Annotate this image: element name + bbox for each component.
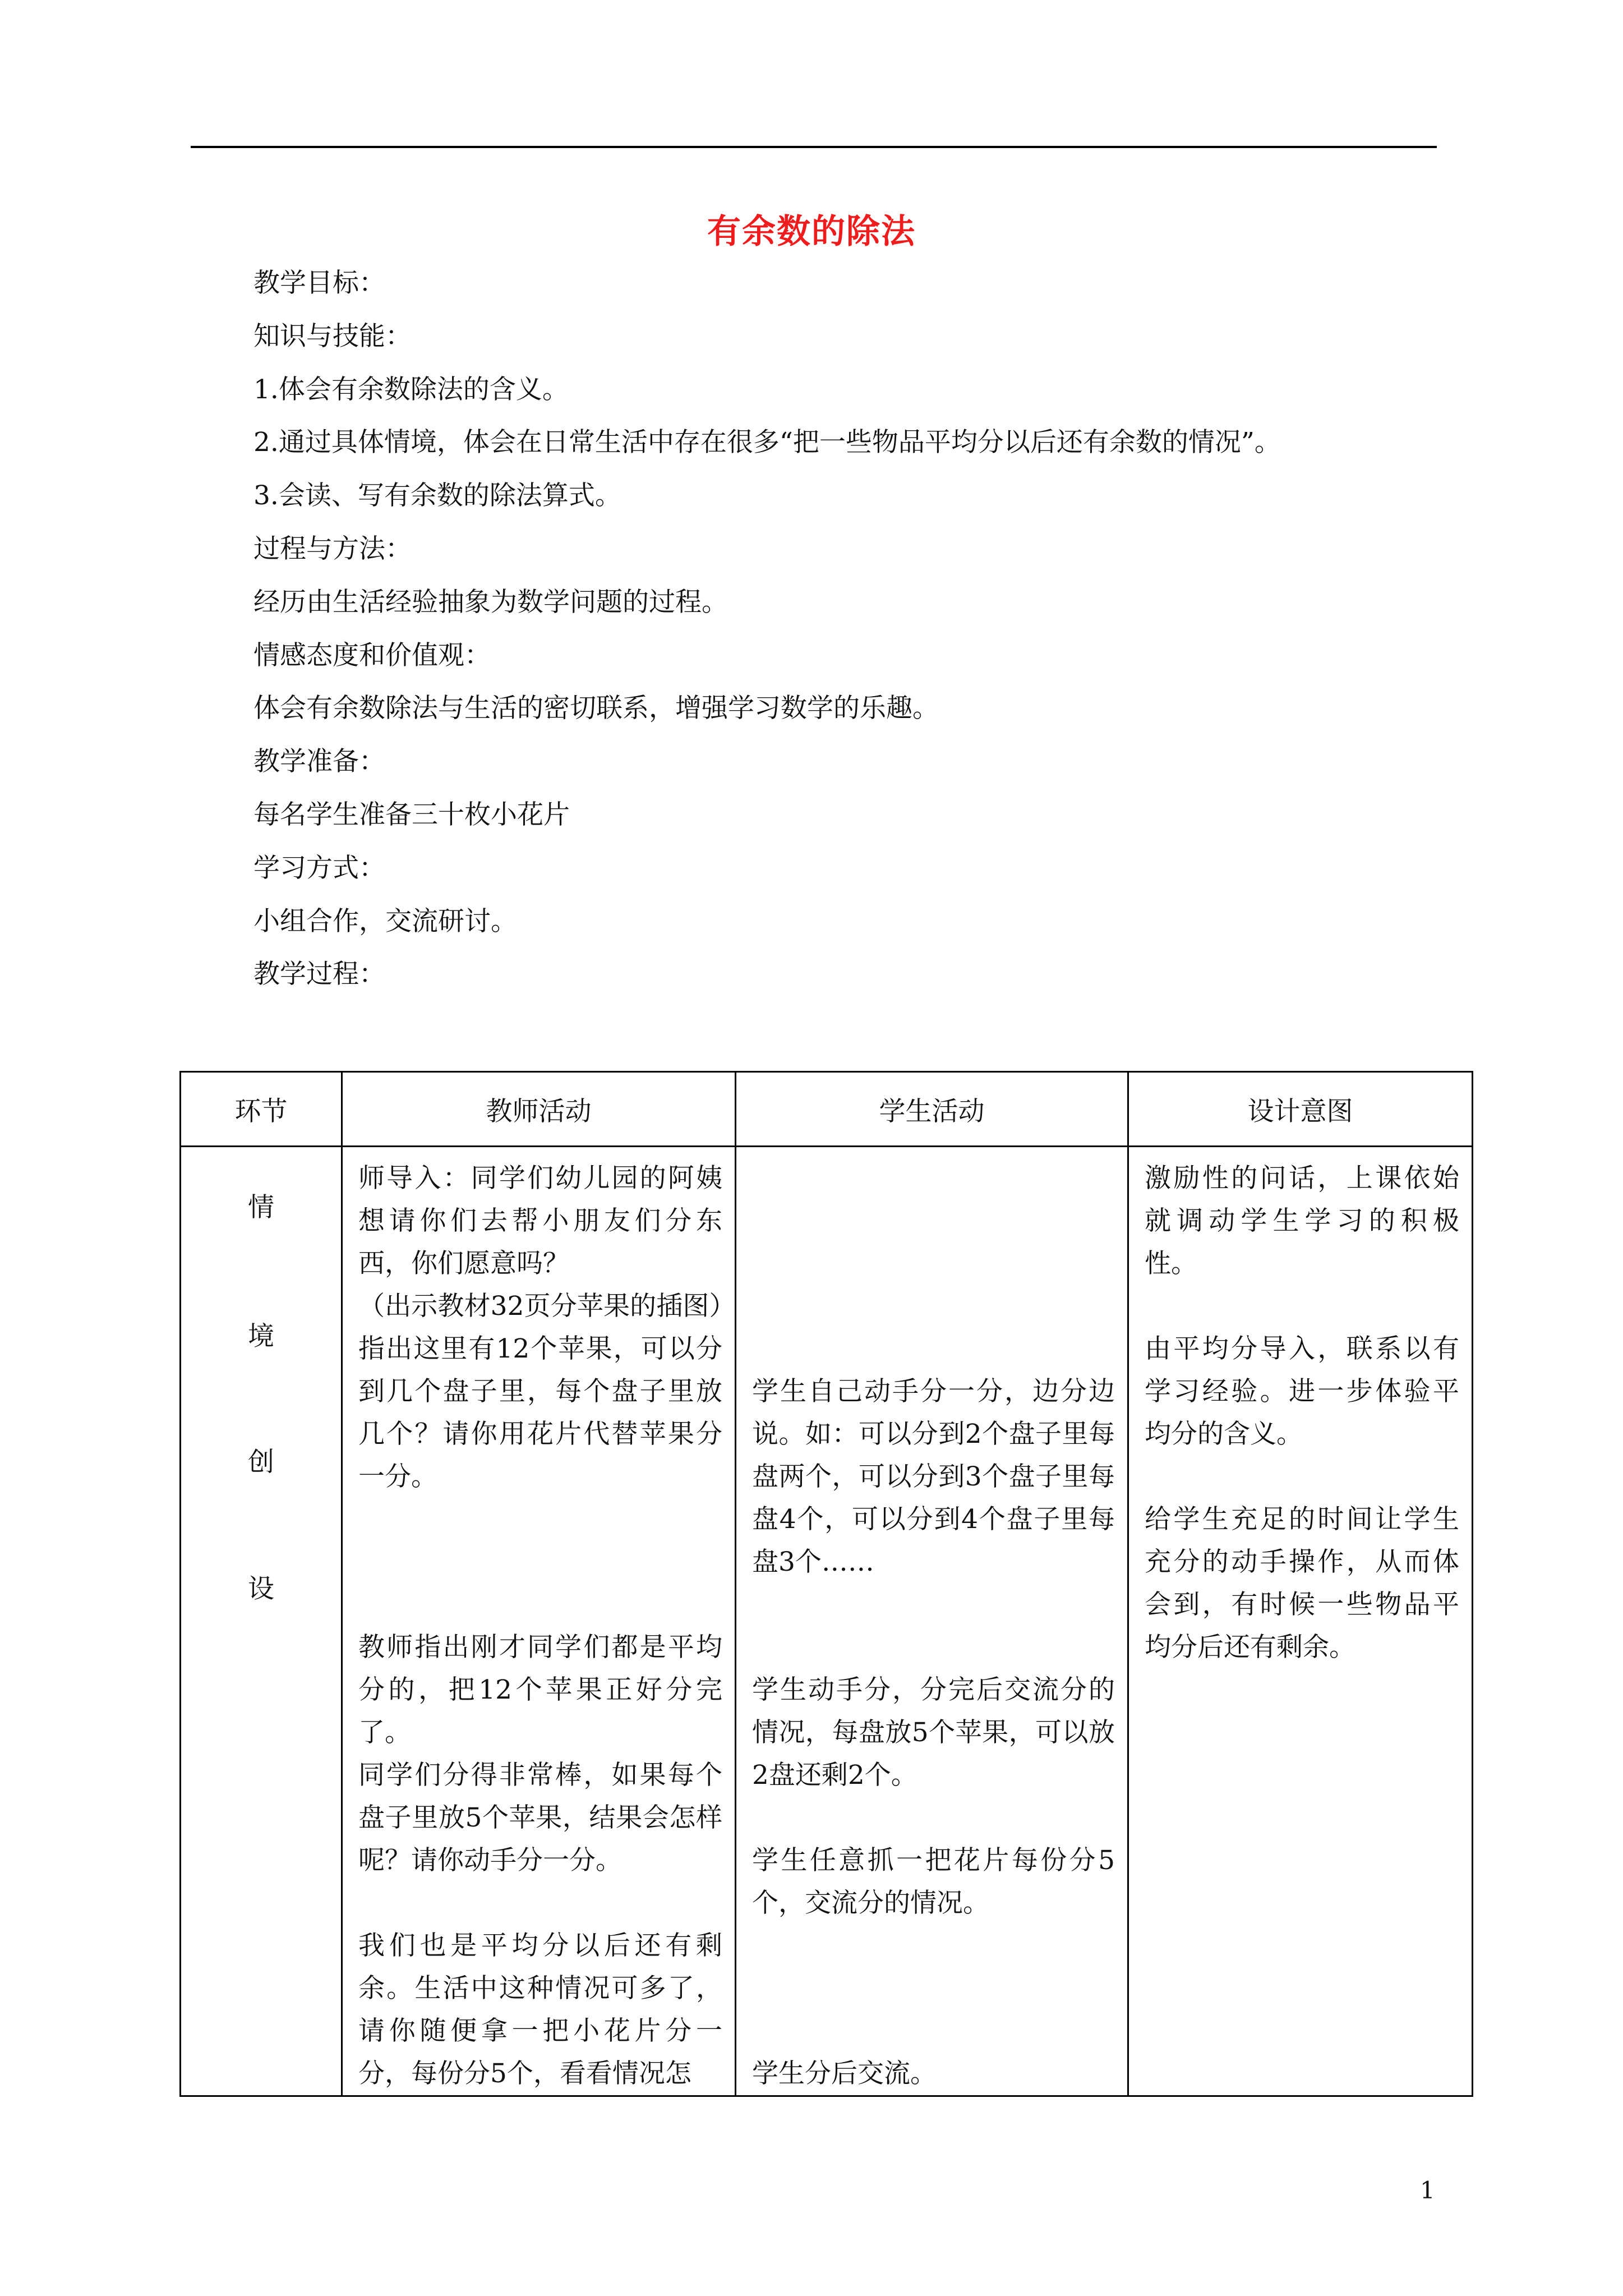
teacher-paragraph: 我们也是平均分以后还有剩余。生活中这种情况可多了，请你随便拿一把小花片分一分，每份分5个，看看情况怎 <box>358 1930 722 2089</box>
intro-line: 体会有余数除法与生活的密切联系，增强学习数学的乐趣。 <box>253 693 939 724</box>
page-number: 1 <box>1420 2177 1435 2204</box>
teacher-paragraph: 师导入：同学们幼儿园的阿姨想请你们去帮小朋友们分东西，你们愿意吗？ <box>358 1163 722 1279</box>
intro-line: 2.通过具体情境，体会在日常生活中存在很多“把一些物品平均分以后还有余数的情况”。 <box>253 427 1281 458</box>
intro-line: 经历由生活经验抽象为数学问题的过程。 <box>253 586 728 618</box>
design-paragraph: 由平均分导入，联系以有学习经验。进一步体验平均分的含义。 <box>1145 1333 1459 1450</box>
stage-char: 境 <box>248 1321 274 1352</box>
design-paragraph: 激励性的问话，上课依始就调动学生学习的积极性。 <box>1145 1163 1459 1279</box>
design-paragraph: 给学生充足的时间让学生充分的动手操作，从而体会到，有时候一些物品平均分后还有剩余。 <box>1145 1504 1459 1663</box>
intro-line: 教学准备： <box>253 746 385 777</box>
intro-line: 教学过程： <box>253 959 385 990</box>
table-header-row <box>181 1072 1473 1147</box>
intro-line: 1.体会有余数除法的含义。 <box>253 374 569 405</box>
intro-section <box>253 266 1431 1011</box>
intro-line: 学习方式： <box>253 852 385 884</box>
intro-line: 每名学生准备三十枚小花片 <box>253 799 570 830</box>
design-intent-cell <box>1128 1147 1473 2096</box>
stage-char: 设 <box>248 1573 274 1604</box>
intro-line: 3.会读、写有余数的除法算式。 <box>253 480 621 512</box>
teacher-paragraph: 教师指出刚才同学们都是平均分的，把12个苹果正好分完了。 <box>358 1632 722 1748</box>
header-design-intent: 设计意图 <box>1128 1072 1473 1147</box>
student-paragraph: 学生分后交流。 <box>752 2058 937 2089</box>
page-title: 有余数的除法 <box>707 212 916 251</box>
stage-char: 情 <box>248 1192 274 1223</box>
teacher-paragraph: 同学们分得非常棒，如果每个盘子里放5个苹果，结果会怎样呢？请你动手分一分。 <box>358 1760 722 1876</box>
stage-char: 创 <box>248 1447 274 1478</box>
header-teacher-activity: 教师活动 <box>342 1072 736 1147</box>
table-row <box>181 1147 1473 2096</box>
student-paragraph: 学生自己动手分一分，边分边说。如：可以分到2个盘子里每盘两个，可以分到3个盘子里每盘4个，可以分到4个盘子里每盘3个…… <box>752 1376 1115 1577</box>
stage-cell <box>181 1147 342 2096</box>
header-stage: 环节 <box>181 1072 342 1147</box>
student-paragraph: 学生动手分，分完后交流分的情况，每盘放5个苹果，可以放2盘还剩2个。 <box>752 1674 1115 1791</box>
teacher-activity-cell <box>342 1147 736 2096</box>
student-paragraph: 学生任意抓一把花片每份分5个，交流分的情况。 <box>752 1845 1115 1918</box>
intro-line: 知识与技能： <box>253 320 412 352</box>
intro-line: 情感态度和价值观： <box>253 639 491 671</box>
teacher-paragraph: （出示教材32页分苹果的插图）指出这里有12个苹果，可以分到几个盘子里，每个盘子里放几个？请你用花片代替苹果分一分。 <box>358 1291 722 1492</box>
intro-line: 教学目标： <box>253 268 385 298</box>
intro-line: 小组合作，交流研讨。 <box>253 905 517 937</box>
lesson-plan-table <box>179 1071 1473 2097</box>
header-student-activity: 学生活动 <box>736 1072 1128 1147</box>
student-activity-cell <box>736 1147 1128 2096</box>
intro-line: 过程与方法： <box>253 533 412 564</box>
header-rule <box>191 146 1437 148</box>
